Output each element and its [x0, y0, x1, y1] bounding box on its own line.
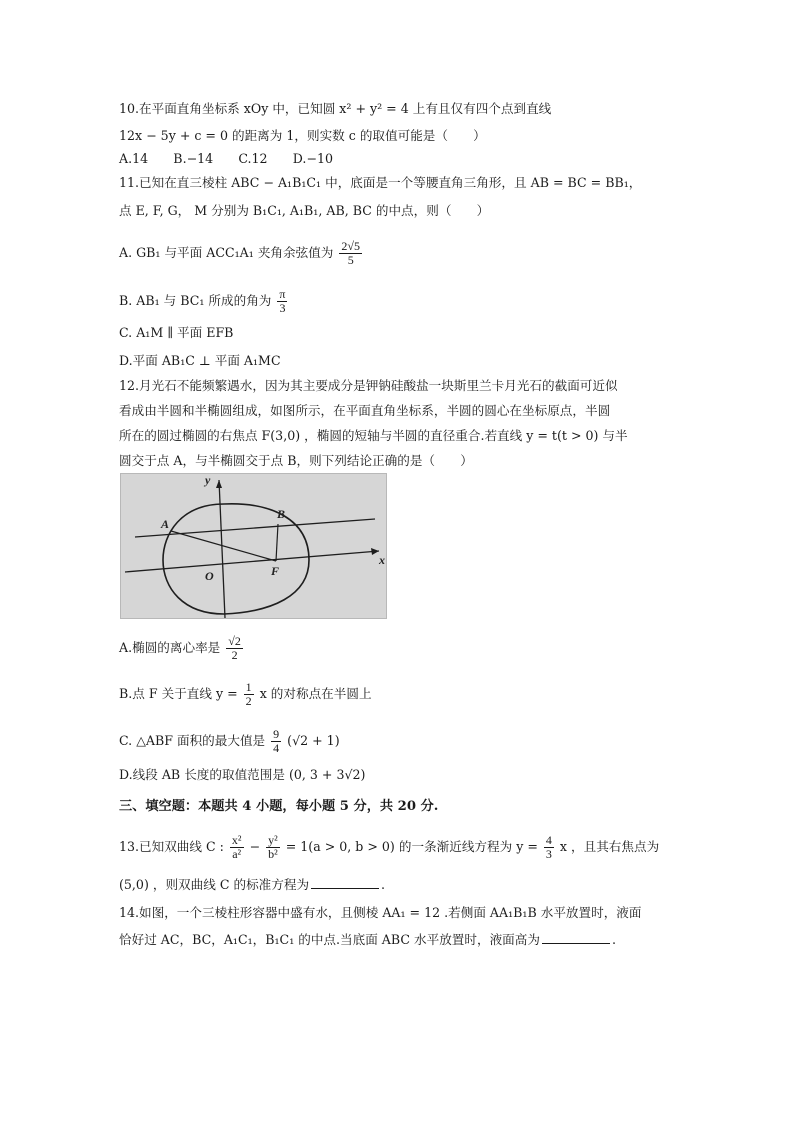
q12-option-c — [119, 728, 340, 755]
q13-fraction-y — [266, 834, 280, 861]
q11-option-a-fraction — [339, 240, 362, 267]
q12-option-a-text: A.椭圆的离心率是 — [119, 640, 221, 655]
q11-option-a-text: A. GB₁ 与平面 ACC₁A₁ 夹角余弦值为 — [119, 245, 334, 260]
label-o: O — [205, 569, 214, 583]
fraction-denominator: 3 — [545, 847, 552, 861]
moonstone-figure — [120, 473, 387, 619]
q14-stem-line2: 恰好过 AC，BC，A₁C₁，B₁C₁ 的中点.当底面 ABC 水平放置时，液面高为 . — [119, 932, 616, 947]
q12-option-b-fraction — [244, 681, 254, 708]
segment-af — [171, 531, 276, 561]
q11-option-d: D.平面 AB₁C ⊥ 平面 A₁MC — [119, 353, 281, 368]
label-b: B — [277, 507, 286, 521]
fraction-denominator: a² — [232, 847, 242, 861]
q12-option-c-text-end: (√2 + 1) — [287, 733, 340, 748]
fraction-denominator: b² — [268, 847, 278, 861]
q11-stem-line2: 点 E, F, G， M 分别为 B₁C₁, A₁B₁, AB, BC 的中点，则（ ） — [119, 203, 490, 218]
y-axis — [219, 480, 225, 618]
x-axis-arrow — [371, 548, 379, 555]
fraction-denominator: 4 — [273, 741, 280, 755]
q13-text-mid: = 1(a > 0, b > 0) 的一条渐近线方程为 y = — [285, 839, 538, 854]
q11-option-c: C. A₁M ∥ 平面 EFB — [119, 325, 234, 340]
q11-option-b-fraction — [277, 288, 287, 315]
q13-fraction-slope — [544, 834, 554, 861]
q13-minus: − — [249, 839, 261, 854]
q12-option-d: D.线段 AB 长度的取值范围是 (0, 3 + 3√2) — [119, 767, 366, 782]
q12-option-b-text: B.点 F 关于直线 y = — [119, 686, 238, 701]
fraction-numerator: π — [279, 287, 286, 301]
q14-answer-blank[interactable] — [542, 931, 610, 944]
fraction-numerator: y² — [268, 833, 278, 847]
q14-line2-text: 恰好过 AC，BC，A₁C₁，B₁C₁ 的中点.当底面 ABC 水平放置时，液面高为 — [119, 932, 540, 947]
q13-fraction-x — [230, 834, 244, 861]
q12-option-b — [119, 681, 372, 708]
q12-option-b-text-end: x 的对称点在半圆上 — [259, 686, 372, 701]
q13-text-start: 13.已知双曲线 C : — [119, 839, 224, 854]
q11-stem-line1: 11.已知在直三棱柱 ABC − A₁B₁C₁ 中，底面是一个等腰直角三角形，且 AB = BC = BB₁， — [119, 175, 642, 190]
q10-options: A.14 B.−14 C.12 D.−10 — [119, 151, 333, 166]
y-axis-arrow — [216, 480, 222, 488]
fraction-denominator: 2 — [245, 694, 252, 708]
q13-line2-text: (5,0) ，则双曲线 C 的标准方程为 — [119, 877, 310, 892]
q12-stem-line3: 所在的圆过椭圆的右焦点 F(3,0) ，椭圆的短轴与半圆的直径重合.若直线 y = t(t > 0) 与半 — [119, 428, 628, 443]
fraction-denominator: 2 — [231, 648, 238, 662]
half-circle — [163, 504, 224, 614]
fraction-denominator: 5 — [347, 253, 354, 267]
line-y-equals-t — [135, 519, 375, 537]
q11-option-b-text: B. AB₁ 与 BC₁ 所成的角为 — [119, 293, 272, 308]
q14-stem-line1: 14.如图，一个三棱柱形容器中盛有水，且侧棱 AA₁ = 12 .若侧面 AA₁B₁B 水平放置时，液面 — [119, 905, 642, 920]
fraction-denominator: 3 — [279, 301, 286, 315]
section-header-fill-in: 三、填空题：本题共 4 小题，每小题 5 分，共 20 分. — [119, 799, 439, 814]
q12-option-c-text: C. △ABF 面积的最大值是 — [119, 733, 266, 748]
label-y: y — [205, 474, 211, 487]
q12-stem-line2: 看成由半圆和半椭圆组成，如图所示，在平面直角坐标系，半圆的圆心在坐标原点，半圆 — [119, 403, 611, 418]
q13-stem-line1 — [119, 834, 659, 861]
q12-option-c-fraction — [271, 728, 281, 755]
fraction-numerator: 2√5 — [341, 239, 360, 253]
q10-stem-line1: 10.在平面直角坐标系 xOy 中，已知圆 x² + y² = 4 上有且仅有四个点到直线 — [119, 101, 552, 116]
fraction-numerator: 9 — [273, 727, 280, 741]
q12-option-a — [119, 635, 245, 662]
half-ellipse — [224, 504, 309, 614]
label-f: F — [271, 564, 280, 578]
q11-option-b — [119, 288, 289, 315]
label-a: A — [161, 517, 170, 531]
moonstone-diagram — [121, 474, 386, 618]
fraction-numerator: 4 — [545, 833, 552, 847]
segment-bf — [276, 524, 278, 561]
q12-option-a-fraction — [226, 635, 243, 662]
q13-text-end: x ，且其右焦点为 — [559, 839, 660, 854]
fraction-numerator: x² — [231, 833, 242, 847]
fraction-numerator: √2 — [228, 634, 241, 648]
q13-stem-line2: (5,0) ，则双曲线 C 的标准方程为 . — [119, 877, 386, 892]
q10-stem-line2: 12x − 5y + c = 0 的距离为 1，则实数 c 的取值可能是（ ） — [119, 128, 486, 143]
q12-stem-line4: 圆交于点 A，与半椭圆交于点 B，则下列结论正确的是（ ） — [119, 453, 473, 468]
q13-answer-blank[interactable] — [311, 876, 379, 889]
fraction-numerator: 1 — [245, 680, 252, 694]
q12-stem-line1: 12.月光石不能频繁遇水，因为其主要成分是钾钠硅酸盐一块斯里兰卡月光石的截面可近似 — [119, 378, 618, 393]
q11-option-a — [119, 240, 364, 267]
label-x: x — [379, 553, 385, 567]
